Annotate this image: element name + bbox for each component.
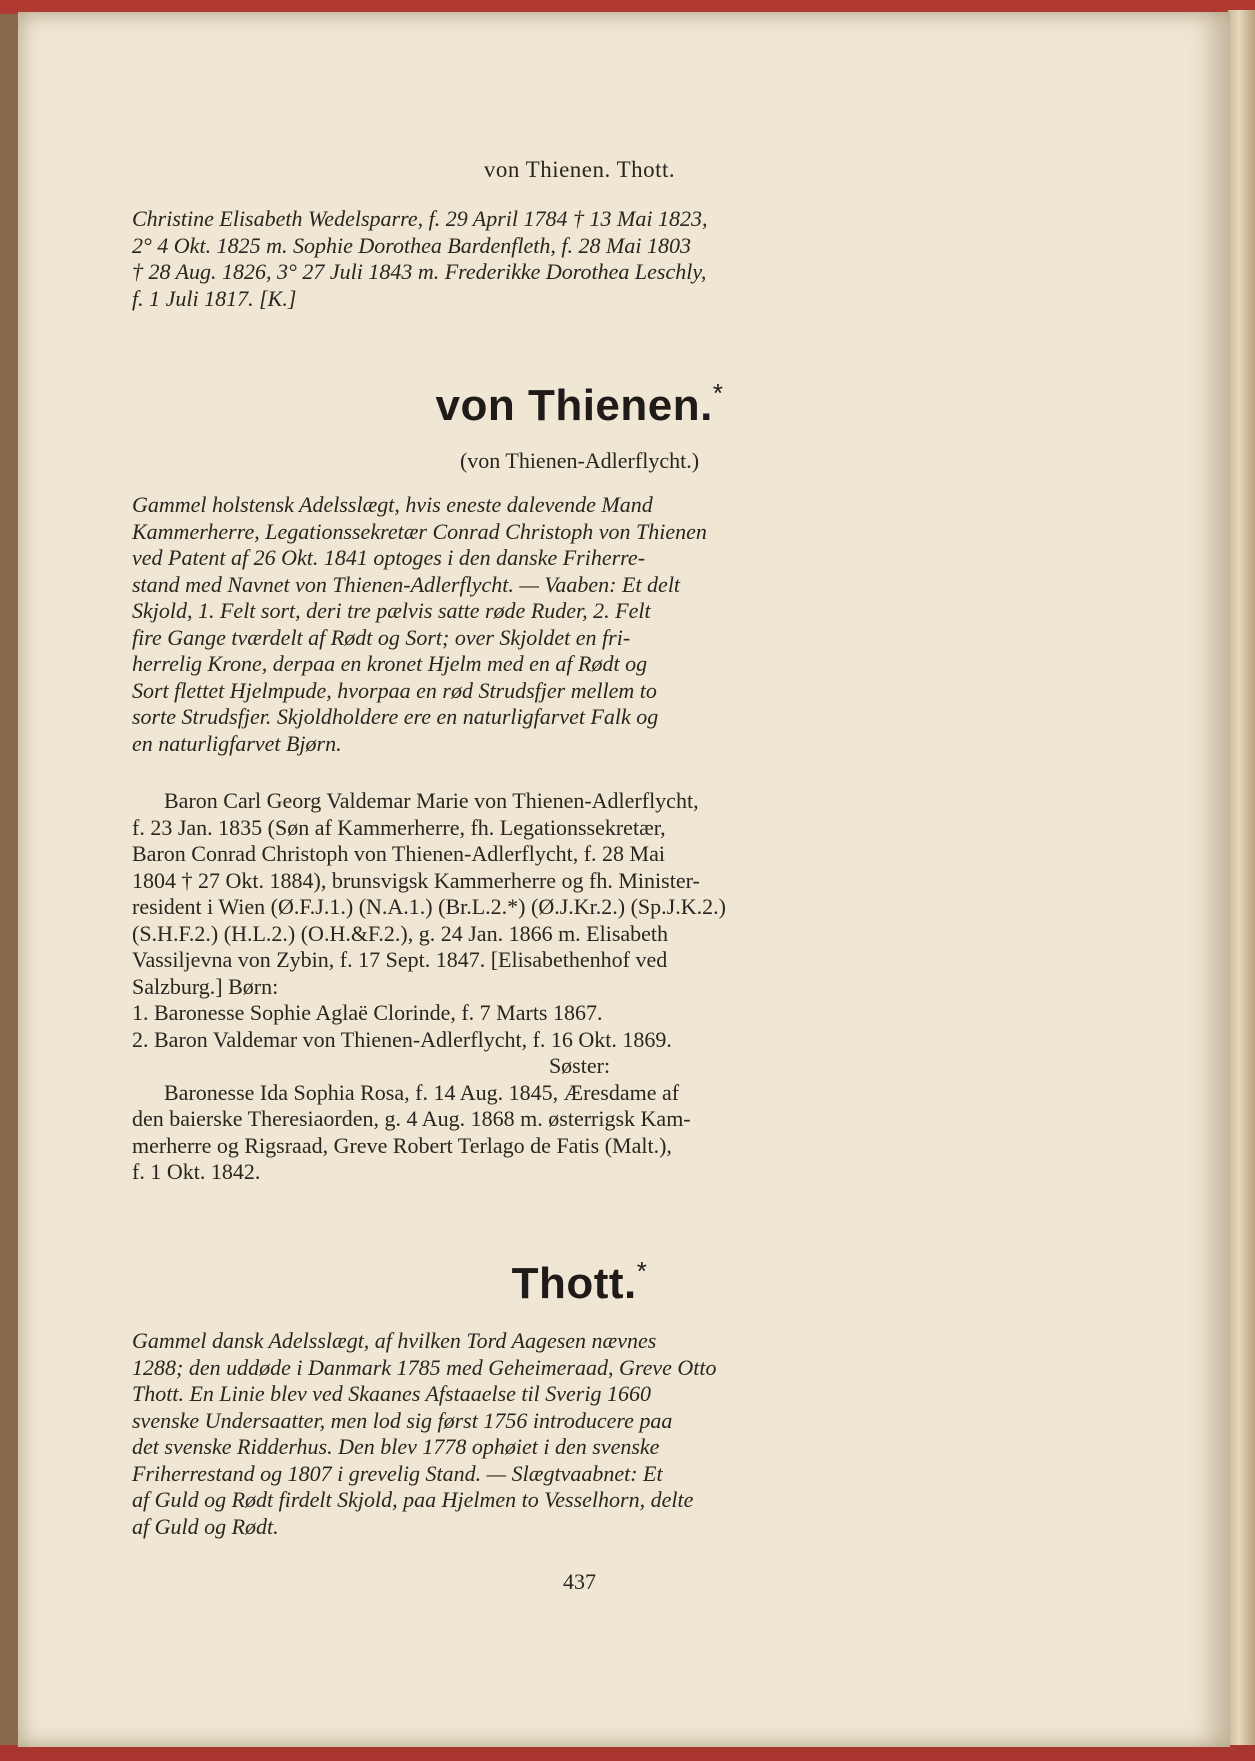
body-line: (S.H.F.2.) (H.L.2.) (O.H.&F.2.), g. 24 Jan. 1866 m. Elisabeth (132, 920, 669, 946)
intro-line: f. 1 Juli 1817. [K.] (132, 285, 297, 311)
description-line: Kammerherre, Legationssekretær Conrad Christoph von Thienen (132, 518, 707, 544)
page-number: 437 (563, 1569, 596, 1594)
intro-line: 2° 4 Okt. 1825 m. Sophie Dorothea Bardenfleth, f. 28 Mai 1803 (132, 232, 691, 258)
heading-text: von Thienen. (435, 381, 713, 430)
sister-label: Søster: (548, 1053, 611, 1078)
body-line: Salzburg.] Børn: (132, 973, 279, 999)
book-binding-bottom (0, 1745, 1255, 1761)
body-line: 1804 † 27 Okt. 1884), brunsvigsk Kammerherre og fh. Minister- (132, 867, 700, 893)
body-line: f. 23 Jan. 1835 (Søn af Kammerherre, fh. Legationssekretær, (132, 814, 666, 840)
description-line: Gammel holstensk Adelsslægt, hvis eneste dalevende Mand (132, 492, 653, 517)
intro-line: † 28 Aug. 1826, 3° 27 Juli 1843 m. Frederikke Dorothea Leschly, (132, 259, 707, 284)
page-edge (1228, 10, 1255, 1750)
description-line: af Guld og Rødt. (132, 1513, 279, 1539)
intro-paragraph (132, 206, 1027, 312)
section-heading-thott (132, 1256, 1027, 1309)
section-subtitle: (von Thienen-Adlerflycht.) (459, 448, 700, 473)
description-line: svenske Undersaatter, men lod sig først 1756 introducere paa (132, 1407, 673, 1433)
von-thienen-body (132, 788, 1027, 1186)
description-line: Friherrestand og 1807 i grevelig Stand. — Slægtvaabnet: Et (132, 1460, 663, 1486)
body-line: Baron Carl Georg Valdemar Marie von Thienen-Adlerflycht, (164, 788, 699, 813)
description-line: Gammel dansk Adelsslægt, af hvilken Tord Aagesen nævnes (132, 1328, 657, 1353)
sister-line: f. 1 Okt. 1842. (132, 1159, 261, 1184)
description-line: af Guld og Rødt firdelt Skjold, paa Hjelmen to Vesselhorn, delte (132, 1487, 694, 1512)
description-line: Thott. En Linie blev ved Skaanes Afstaaelse til Sverig 1660 (132, 1381, 651, 1406)
description-line: det svenske Ridderhus. Den blev 1778 ophøiet i den svenske (132, 1434, 660, 1459)
heading-text: Thott. (511, 1259, 637, 1308)
thott-description (132, 1328, 1027, 1540)
sister-line: Baronesse Ida Sophia Rosa, f. 14 Aug. 1845, Æresdame af (164, 1079, 680, 1105)
description-line: herrelig Krone, derpaa en kronet Hjelm med en af Rødt og (132, 651, 648, 676)
body-line: Baron Conrad Christoph von Thienen-Adlerflycht, f. 28 Mai (132, 841, 665, 866)
running-head: von Thienen. Thott. (483, 157, 676, 182)
description-line: stand med Navnet von Thienen-Adlerflycht. — Vaaben: Et delt (132, 571, 681, 597)
sister-line: den baierske Theresiaorden, g. 4 Aug. 1868 m. østerrigsk Kam- (132, 1106, 691, 1131)
description-line: Sort flettet Hjelmpude, hvorpaa en rød Strudsfjer mellem to (132, 677, 657, 703)
body-line: resident i Wien (Ø.F.J.1.) (N.A.1.) (Br.L.2.*) (Ø.J.Kr.2.) (Sp.J.K.2.) (132, 894, 726, 919)
sister-line: merherre og Rigsraad, Greve Robert Terlago de Fatis (Malt.), (132, 1132, 672, 1158)
child-line: 2. Baron Valdemar von Thienen-Adlerflycht, f. 16 Okt. 1869. (132, 1026, 672, 1052)
description-line: fire Gange tværdelt af Rødt og Sort; over Skjoldet en fri- (132, 624, 631, 650)
body-line: Vassiljevna von Zybin, f. 17 Sept. 1847. [Elisabethenhof ved (132, 947, 668, 972)
description-line: 1288; den uddøde i Danmark 1785 med Geheimeraad, Greve Otto (132, 1354, 717, 1380)
child-line: 1. Baronesse Sophie Aglaë Clorinde, f. 7 Marts 1867. (132, 1000, 603, 1025)
description-line: sorte Strudsfjer. Skjoldholdere ere en naturligfarvet Falk og (132, 704, 659, 729)
von-thienen-description (132, 492, 1027, 757)
heading-asterisk: * (636, 1256, 648, 1286)
description-line: en naturligfarvet Bjørn. (132, 730, 342, 756)
description-line: ved Patent af 26 Okt. 1841 optoges i den danske Friherre- (132, 545, 646, 570)
section-heading-von-thienen (132, 378, 1027, 431)
intro-line: Christine Elisabeth Wedelsparre, f. 29 April 1784 † 13 Mai 1823, (132, 206, 708, 231)
heading-asterisk: * (712, 378, 724, 408)
description-line: Skjold, 1. Felt sort, deri tre pælvis satte røde Ruder, 2. Felt (132, 598, 651, 623)
